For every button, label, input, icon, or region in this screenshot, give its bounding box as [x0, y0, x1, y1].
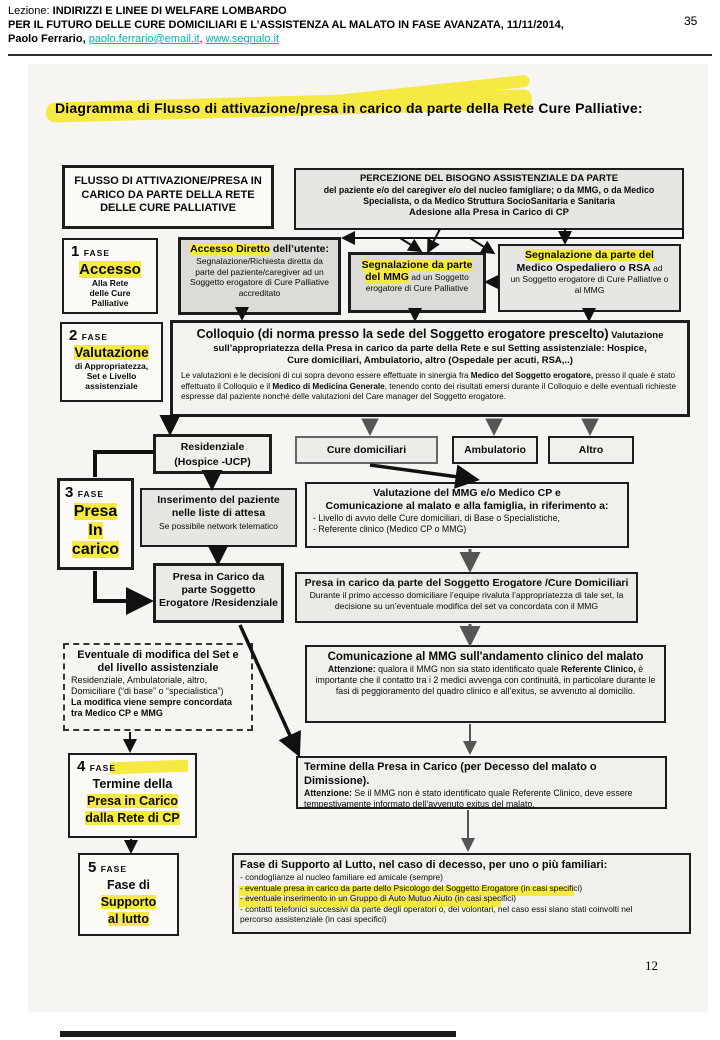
link-separator: ,	[199, 33, 206, 45]
colloquio-line3: Cure domiciliari, Ambulatorio, altro (Ospedale per acuti, RSA,..)	[287, 355, 573, 366]
fase3-number: 3	[65, 484, 74, 501]
accesso-diretto-title: Accesso Diretto dell’utente:	[190, 243, 329, 255]
fase1-sub2: delle Cure	[89, 288, 131, 298]
fase2-sub2: Set e Livello	[86, 371, 137, 381]
colloquio-line2: sull’appropriatezza della Presa in carico da parte della Rete e sul Setting assistenziale: Hospice,	[213, 343, 647, 354]
flusso-text: FLUSSO DI ATTIVAZIONE/PRESA IN CARICO DA PARTE DELLA RETE DELLE CURE PALLIATIVE	[74, 175, 262, 214]
residenziale-line1: Residenziale	[180, 441, 245, 453]
fase4-line2: Presa in Carico	[86, 794, 178, 808]
comunicazione-body: Attenzione: qualora il MMG non sia stato identificato quale Referente Clinico, è importante che il contatto tra i 2 medici avvenga con continuità, in particolare durante le fasi di peggioramento del quadro clinico e all’exitus, se avvenuto al domicilio.	[315, 664, 656, 696]
email-link[interactable]: paolo.ferrario@email.it	[88, 33, 200, 45]
lutto-title: Fase di Supporto al Lutto, nel caso di decesso, per uno o più familiari:	[240, 859, 608, 871]
segn-osp-body: un Soggetto erogatore di Cure Palliative o al MMG	[510, 274, 669, 295]
header-line1	[8, 4, 672, 18]
colloquio-box	[170, 320, 690, 417]
accesso-diretto-box	[178, 237, 341, 315]
fase5-number: 5	[88, 859, 97, 876]
fase5-line2: Supporto	[100, 895, 157, 909]
percezione-footer: Adesione alla Presa in Carico di CP	[409, 207, 569, 218]
fase2-sub1: di Appropriatezza,	[74, 361, 149, 371]
fase1-sub1: Alla Rete	[91, 278, 129, 288]
valutazione-mmg-box	[305, 482, 629, 548]
presa-carico-domiciliari-box	[295, 572, 638, 623]
header-line3	[8, 32, 672, 46]
fase1-fase-word: FASE	[83, 248, 110, 258]
fase1-sub3: Palliative	[91, 298, 129, 308]
setting-residenziale-box	[153, 434, 272, 474]
fase5-label	[80, 859, 177, 877]
modifica-body1: Residenziale, Ambulatoriale, altro,	[71, 675, 208, 685]
fase5-line1: Fase di	[106, 878, 151, 892]
header-divider	[8, 54, 712, 56]
fase3-line1: Presa	[73, 503, 118, 520]
fase5-fase-word: FASE	[100, 864, 127, 874]
header-line2: PER IL FUTURO DELLE CURE DOMICILIARI E L’ASSISTENZA AL MALATO IN FASE AVANZATA, 11/11/2014,	[8, 19, 564, 31]
valutazione-bullet2: - Referente clinico (Medico CP o MMG)	[313, 524, 467, 534]
valutazione-bullet1: - Livello di avvio delle Cure domiciliari, di Base o Specialistiche,	[313, 513, 560, 523]
modifica-set-box	[63, 643, 253, 731]
fase4-label	[70, 758, 195, 776]
fase4-fase-word: FASE	[89, 763, 116, 773]
flusso-attivazione-box	[62, 165, 274, 229]
fase2-number: 2	[69, 327, 78, 344]
accesso-diretto-body: Segnalazione/Richiesta diretta da parte del paziente/caregiver ad un Soggetto erogatore di Cure Palliative accreditato	[190, 256, 329, 298]
page-number-bottom: 12	[645, 958, 658, 973]
supporto-lutto-box	[232, 853, 691, 934]
presa-carico-residenziale-box	[153, 563, 284, 623]
fase2-fase-word: FASE	[81, 332, 108, 342]
diagram-title: Diagramma di Flusso di attivazione/presa in carico da parte della Rete Cure Palliative:	[55, 100, 643, 116]
presa-dom-title: Presa in carico da parte del Soggetto Erogatore /Cure Domiciliari	[304, 577, 629, 589]
website-link[interactable]: www.segnalo.it	[205, 33, 280, 45]
setting-ambulatorio-box: Ambulatorio	[452, 436, 538, 464]
presa-dom-body: Durante il primo accesso domiciliare l’equipe rivaluta l’appropriatezza di tale set, la decisione su un’eventuale modifica del set va concordata con il MMG	[309, 590, 624, 611]
lutto-item-4: - contatti telefonici successivi da parte degli operatori o, dei volontari, nel caso essi siano stati coinvolti nel percorso assistenziale (in casi specifici)	[240, 903, 633, 925]
colloquio-title: Colloquio (di norma presso la sede del Soggetto erogatore prescelto) Valutazione	[196, 327, 664, 341]
fase3-line2: In	[88, 522, 103, 539]
modifica-body2: Domiciliare (“di base” o “specialistica”)	[71, 686, 224, 696]
presa-res-line1: Presa in Carico da	[172, 571, 265, 583]
lutto-item-1: - condoglianze al nucleo familiare ed amicale (sempre)	[240, 872, 443, 882]
setting-cure-domiciliari-box: Cure domiciliari	[295, 436, 438, 464]
termine-presa-carico-box	[296, 756, 667, 809]
valutazione-title2: Comunicazione al malato e alla famiglia, in riferimento a:	[325, 500, 609, 512]
percezione-bisogno-box	[294, 168, 684, 230]
modifica-body3: La modifica viene sempre concordata	[71, 697, 233, 707]
fase1-label	[64, 243, 156, 261]
fase4-line1: Termine della	[92, 777, 173, 791]
fase3-label	[60, 484, 131, 502]
fase1-name: Accesso	[79, 261, 141, 278]
scan-edge-bar	[60, 1031, 456, 1037]
inserimento-line1: Inserimento del paziente	[157, 494, 280, 506]
modifica-title1: Eventuale di modifica del Set e	[77, 649, 239, 661]
lutto-item-2: - eventuale presa in carico da parte dello Psicologo del Soggetto Erogatore (in casi specifici)	[240, 882, 583, 893]
comunicazione-title: Comunicazione al MMG sull'andamento clinico del malato	[327, 651, 644, 663]
modifica-body4: tra Medico CP e MMG	[71, 708, 163, 718]
author-name: Paolo Ferrario,	[8, 33, 89, 45]
fase4-line3: dalla Rete di CP	[85, 811, 180, 825]
colloquio-paragraph: Le valutazioni e le decisioni di cui sopra devono essere effettuate in sinergia fra Medico del Soggetto erogatore, presso il quale è stato effettuato il Colloquio e il Medico di Medicina Generale, tenendo conto dei risultati emersi durante il Colloquio e delle eventuali richieste espresse dal paziente nonché delle valutazioni del Care manager del Soggetto erogatore.	[181, 371, 677, 401]
inserimento-line3: Se possibile network telematico	[158, 521, 279, 531]
segn-mmg-line2: del MMG ad un Soggetto	[365, 271, 469, 283]
page-number-top: 35	[684, 14, 698, 28]
fase4-number: 4	[77, 758, 86, 775]
fase1-accesso-box	[62, 238, 158, 314]
fase3-presa-in-carico-box	[57, 478, 134, 570]
termine-title: Termine della Presa in Carico (per Decesso del malato o Dimissione).	[304, 761, 597, 787]
segnalazione-mmg-box	[348, 252, 486, 313]
fase2-sub3: assistenziale	[85, 381, 138, 391]
header-course-title: INDIRIZZI E LINEE DI WELFARE LOMBARDO	[52, 5, 287, 17]
fase3-fase-word: FASE	[77, 489, 104, 499]
termine-body: Attenzione: Se il MMG non è stato identificato quale Referente Clinico, deve essere tempestivamente informato dell’avvenuto exitus del malato.	[304, 788, 633, 809]
setting-altro-box: Altro	[548, 436, 634, 464]
percezione-title: PERCEZIONE DEL BISOGNO ASSISTENZIALE DA PARTE	[359, 173, 619, 184]
fase5-line3: al lutto	[108, 912, 149, 926]
fase4-termine-box	[68, 753, 197, 838]
segn-osp-line1: Segnalazione da parte del	[525, 249, 654, 261]
comunicazione-mmg-box	[305, 645, 666, 723]
segn-mmg-line1: Segnalazione da parte	[361, 259, 473, 271]
segnalazione-ospedaliero-box	[498, 244, 681, 312]
modifica-title2: del livello assistenziale	[97, 662, 219, 674]
fase5-supporto-box	[78, 853, 179, 936]
residenziale-line2: (Hospice -UCP)	[174, 456, 251, 468]
inserimento-liste-attesa-box	[140, 488, 297, 547]
presa-res-line3: Erogatore /Residenziale	[158, 597, 279, 609]
fase3-line3: carico	[71, 541, 120, 558]
valutazione-title1: Valutazione del MMG e/o Medico CP e	[373, 487, 561, 499]
fase2-valutazione-box	[60, 322, 163, 402]
fase1-number: 1	[71, 243, 80, 260]
fase2-name: Valutazione	[74, 345, 149, 360]
header-lezione-label: Lezione:	[8, 5, 53, 17]
lutto-item-3: - eventuale inserimento in un Gruppo di Auto Mutuo Aiuto (in casi specifici)	[240, 893, 517, 904]
segn-mmg-line3: erogatore di Cure Palliative	[365, 283, 469, 293]
fase2-label	[62, 327, 161, 345]
lecture-header	[8, 4, 672, 46]
segn-osp-line2: Medico Ospedaliero o RSA ad	[516, 262, 663, 274]
presa-res-line2: parte Soggetto	[181, 584, 256, 596]
inserimento-line2: nelle liste di attesa	[171, 507, 266, 519]
percezione-body: del paziente e/o del caregiver e/o del nucleo famigliare; o da MMG, o da Medico Specialista, o da Medico Struttura SocioSanitaria e Sanitaria	[323, 185, 655, 206]
